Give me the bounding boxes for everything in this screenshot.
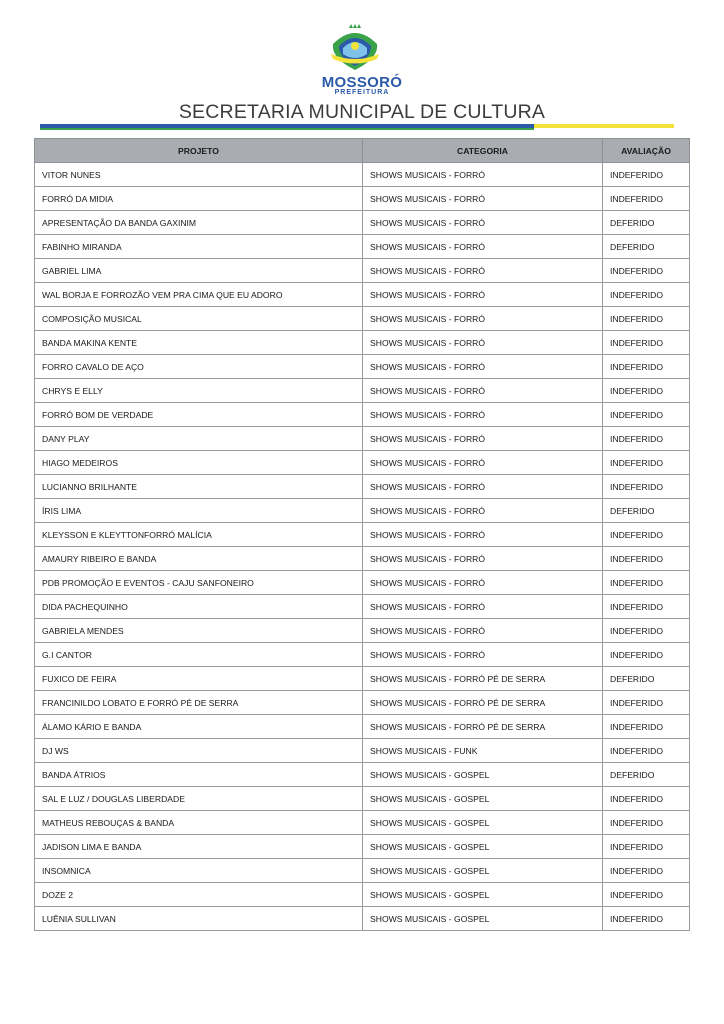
table-row (35, 523, 690, 547)
table-row (35, 619, 690, 643)
table-row (35, 499, 690, 523)
category-cell: SHOWS MUSICAIS - FORRÓ (363, 355, 603, 379)
project-cell: G.I CANTOR (35, 643, 363, 667)
evaluation-cell: INDEFERIDO (603, 907, 690, 931)
project-cell: FABINHO MIRANDA (35, 235, 363, 259)
category-cell: SHOWS MUSICAIS - FORRÓ (363, 211, 603, 235)
evaluation-cell: INDEFERIDO (603, 739, 690, 763)
evaluation-cell: INDEFERIDO (603, 187, 690, 211)
evaluation-cell: INDEFERIDO (603, 523, 690, 547)
project-cell: WAL BORJA E FORROZÃO VEM PRA CIMA QUE EU ADORO (35, 283, 363, 307)
table-row (35, 883, 690, 907)
project-cell: SAL E LUZ / DOUGLAS LIBERDADE (35, 787, 363, 811)
evaluation-cell: INDEFERIDO (603, 619, 690, 643)
header-band-green (40, 128, 534, 130)
category-cell: SHOWS MUSICAIS - FORRÓ (363, 571, 603, 595)
evaluation-cell: INDEFERIDO (603, 883, 690, 907)
evaluation-cell: INDEFERIDO (603, 715, 690, 739)
column-header-projeto: PROJETO (35, 139, 363, 163)
category-cell: SHOWS MUSICAIS - FORRÓ (363, 547, 603, 571)
evaluation-cell: INDEFERIDO (603, 787, 690, 811)
table-row (35, 427, 690, 451)
project-cell: MATHEUS REBOUÇAS & BANDA (35, 811, 363, 835)
evaluation-cell: INDEFERIDO (603, 811, 690, 835)
evaluation-cell: INDEFERIDO (603, 475, 690, 499)
table-row (35, 379, 690, 403)
table-row (35, 547, 690, 571)
category-cell: SHOWS MUSICAIS - GOSPEL (363, 907, 603, 931)
project-cell: FORRÓ BOM DE VERDADE (35, 403, 363, 427)
project-cell: VITOR NUNES (35, 163, 363, 187)
category-cell: SHOWS MUSICAIS - FORRÓ (363, 163, 603, 187)
category-cell: SHOWS MUSICAIS - FORRÓ PÉ DE SERRA (363, 667, 603, 691)
brand-subtitle: PREFEITURA (334, 89, 390, 96)
evaluation-cell: INDEFERIDO (603, 595, 690, 619)
project-cell: FORRÓ DA MIDIA (35, 187, 363, 211)
table-header-row (35, 139, 690, 163)
evaluation-cell: INDEFERIDO (603, 307, 690, 331)
project-cell: HIAGO MEDEIROS (35, 451, 363, 475)
category-cell: SHOWS MUSICAIS - FORRÓ (363, 619, 603, 643)
project-cell: ÁLAMO KÁRIO E BANDA (35, 715, 363, 739)
project-cell: PDB PROMOÇÃO E EVENTOS - CAJU SANFONEIRO (35, 571, 363, 595)
header-band-yellow (534, 124, 674, 128)
evaluation-cell: INDEFERIDO (603, 427, 690, 451)
category-cell: SHOWS MUSICAIS - FORRÓ (363, 499, 603, 523)
evaluation-cell: INDEFERIDO (603, 643, 690, 667)
category-cell: SHOWS MUSICAIS - FORRÓ (363, 187, 603, 211)
category-cell: SHOWS MUSICAIS - FORRÓ (363, 427, 603, 451)
brand-name: MOSSORÓ (321, 74, 403, 91)
evaluation-cell: INDEFERIDO (603, 691, 690, 715)
table-row (35, 283, 690, 307)
evaluation-cell: INDEFERIDO (603, 259, 690, 283)
category-cell: SHOWS MUSICAIS - FORRÓ (363, 451, 603, 475)
department-title: SECRETARIA MUNICIPAL DE CULTURA (178, 101, 546, 123)
table-row (35, 235, 690, 259)
table-row (35, 739, 690, 763)
table-row (35, 307, 690, 331)
category-cell: SHOWS MUSICAIS - FORRÓ PÉ DE SERRA (363, 715, 603, 739)
evaluation-cell: INDEFERIDO (603, 403, 690, 427)
table-row (35, 571, 690, 595)
project-cell: ÍRIS LIMA (35, 499, 363, 523)
category-cell: SHOWS MUSICAIS - GOSPEL (363, 883, 603, 907)
column-header-avaliacao: AVALIAÇÃO (603, 139, 690, 163)
table-row (35, 859, 690, 883)
project-cell: GABRIEL LIMA (35, 259, 363, 283)
category-cell: SHOWS MUSICAIS - FORRÓ (363, 403, 603, 427)
category-cell: SHOWS MUSICAIS - FORRÓ (363, 379, 603, 403)
evaluation-cell: INDEFERIDO (603, 283, 690, 307)
project-cell: GABRIELA MENDES (35, 619, 363, 643)
evaluation-cell: INDEFERIDO (603, 331, 690, 355)
project-cell: CHRYS E ELLY (35, 379, 363, 403)
table-body (35, 163, 690, 931)
project-cell: BANDA ÁTRIOS (35, 763, 363, 787)
column-header-categoria: CATEGORIA (363, 139, 603, 163)
category-cell: SHOWS MUSICAIS - FORRÓ (363, 235, 603, 259)
evaluation-cell: INDEFERIDO (603, 355, 690, 379)
project-cell: DOZE 2 (35, 883, 363, 907)
city-crest-icon (327, 24, 383, 72)
project-cell: AMAURY RIBEIRO E BANDA (35, 547, 363, 571)
table-row (35, 691, 690, 715)
table-row (35, 715, 690, 739)
category-cell: SHOWS MUSICAIS - FORRÓ (363, 259, 603, 283)
category-cell: SHOWS MUSICAIS - FORRÓ (363, 523, 603, 547)
table-row (35, 475, 690, 499)
evaluation-cell: INDEFERIDO (603, 547, 690, 571)
category-cell: SHOWS MUSICAIS - GOSPEL (363, 811, 603, 835)
category-cell: SHOWS MUSICAIS - GOSPEL (363, 859, 603, 883)
table-row (35, 763, 690, 787)
evaluation-cell: INDEFERIDO (603, 379, 690, 403)
category-cell: SHOWS MUSICAIS - FUNK (363, 739, 603, 763)
evaluation-cell: INDEFERIDO (603, 571, 690, 595)
project-cell: LUÊNIA SULLIVAN (35, 907, 363, 931)
category-cell: SHOWS MUSICAIS - FORRÓ (363, 307, 603, 331)
evaluation-cell: DEFERIDO (603, 667, 690, 691)
table-row (35, 907, 690, 931)
table-row (35, 787, 690, 811)
evaluation-cell: INDEFERIDO (603, 859, 690, 883)
table-row (35, 643, 690, 667)
evaluation-cell: DEFERIDO (603, 211, 690, 235)
project-cell: BANDA MAKINA KENTE (35, 331, 363, 355)
category-cell: SHOWS MUSICAIS - FORRÓ (363, 331, 603, 355)
category-cell: SHOWS MUSICAIS - FORRÓ (363, 643, 603, 667)
evaluation-table (34, 138, 690, 931)
table-row (35, 355, 690, 379)
table-row (35, 259, 690, 283)
project-cell: DIDA PACHEQUINHO (35, 595, 363, 619)
project-cell: COMPOSIÇÃO MUSICAL (35, 307, 363, 331)
category-cell: SHOWS MUSICAIS - GOSPEL (363, 763, 603, 787)
project-cell: FUXICO DE FEIRA (35, 667, 363, 691)
table-row (35, 187, 690, 211)
evaluation-cell: INDEFERIDO (603, 163, 690, 187)
project-cell: DANY PLAY (35, 427, 363, 451)
project-cell: KLEYSSON E KLEYTTONFORRÓ MALÍCIA (35, 523, 363, 547)
project-cell: LUCIANNO BRILHANTE (35, 475, 363, 499)
project-cell: FORRO CAVALO DE AÇO (35, 355, 363, 379)
table-row (35, 835, 690, 859)
category-cell: SHOWS MUSICAIS - FORRÓ (363, 595, 603, 619)
category-cell: SHOWS MUSICAIS - GOSPEL (363, 835, 603, 859)
project-cell: INSOMNICA (35, 859, 363, 883)
category-cell: SHOWS MUSICAIS - FORRÓ (363, 475, 603, 499)
category-cell: SHOWS MUSICAIS - FORRÓ PÉ DE SERRA (363, 691, 603, 715)
table-row (35, 667, 690, 691)
table-row (35, 451, 690, 475)
page-header (0, 0, 724, 130)
evaluation-cell: INDEFERIDO (603, 835, 690, 859)
project-cell: JADISON LIMA E BANDA (35, 835, 363, 859)
project-cell: DJ WS (35, 739, 363, 763)
table-row (35, 811, 690, 835)
table-row (35, 211, 690, 235)
table-row (35, 163, 690, 187)
table-row (35, 403, 690, 427)
evaluation-cell: DEFERIDO (603, 763, 690, 787)
evaluation-cell: DEFERIDO (603, 235, 690, 259)
evaluation-cell: INDEFERIDO (603, 451, 690, 475)
project-cell: APRESENTAÇÃO DA BANDA GAXINIM (35, 211, 363, 235)
evaluation-cell: DEFERIDO (603, 499, 690, 523)
table-row (35, 331, 690, 355)
category-cell: SHOWS MUSICAIS - GOSPEL (363, 787, 603, 811)
table-row (35, 595, 690, 619)
category-cell: SHOWS MUSICAIS - FORRÓ (363, 283, 603, 307)
project-cell: FRANCINILDO LOBATO E FORRÓ PÉ DE SERRA (35, 691, 363, 715)
